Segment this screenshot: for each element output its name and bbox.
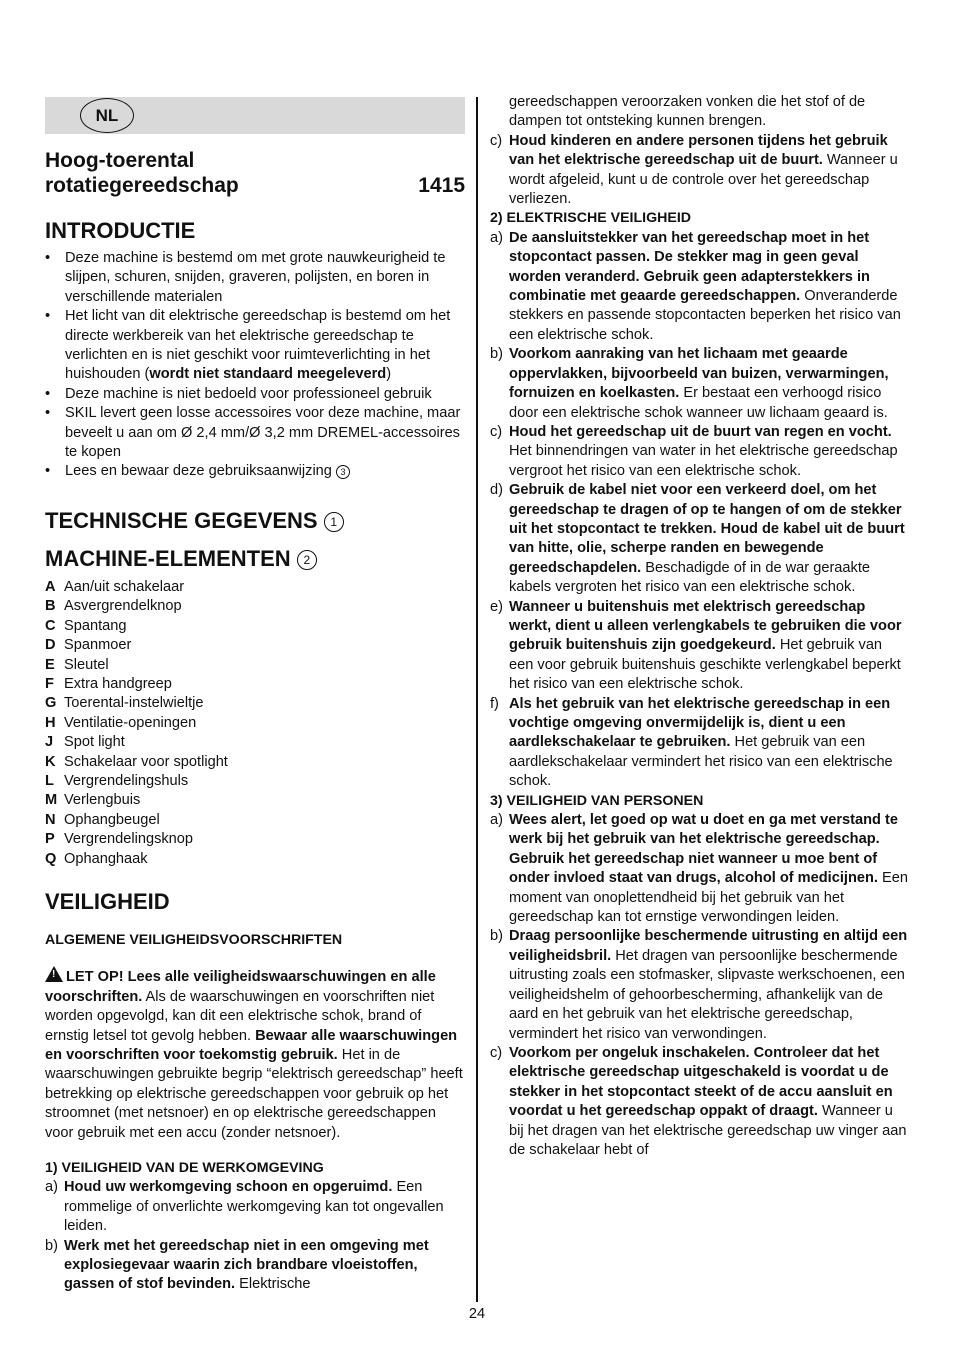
item-label: c) <box>490 132 503 149</box>
item-plain: Er bestaat een verhoogd risico door een elektrische schok wanneer uw lichaam geaard is. <box>509 385 888 421</box>
item-label: f) <box>490 695 499 712</box>
language-bar <box>45 97 465 134</box>
product-number: 1415 <box>418 174 465 197</box>
machine-element-label: Asvergrendelknop <box>64 598 182 615</box>
intro-bullet: • Deze machine is niet bedoeld voor professioneel gebruik <box>45 385 465 404</box>
item-label: b) <box>45 1237 58 1254</box>
machine-element-label: Sleutel <box>64 656 109 673</box>
item-plain: Wanneer u wordt afgeleid, kunt u de controle over het gereedschap verliezen. <box>509 152 898 208</box>
machine-element-item <box>45 578 465 597</box>
product-title <box>45 148 465 198</box>
item-plain: Elektrische <box>235 1276 311 1293</box>
continued-text: gereedschappen veroorzaken vonken die het stof of de dampen tot ontsteking kunnen brengen. <box>509 94 866 130</box>
item-text <box>509 927 910 1043</box>
warning-bold-2: Bewaar alle waarschuwingen en voorschriften voor toekomstig gebruik. <box>45 1027 458 1063</box>
figure-ref: 3 <box>336 465 350 479</box>
item-label: b) <box>490 346 503 363</box>
item-text <box>509 695 910 792</box>
machine-element-item <box>45 772 465 791</box>
machine-element-item <box>45 636 465 655</box>
item-label: c) <box>490 1044 503 1061</box>
section-2-list <box>490 229 910 792</box>
machine-element-item <box>45 597 465 616</box>
figure-ref: 2 <box>297 550 317 570</box>
item-plain: Een moment van onoplettendheid bij het gebruik van het gereedschap kan tot ernstige verwondingen leiden. <box>509 870 908 926</box>
item-text <box>509 229 910 345</box>
machine-element-label: Ophangbeugel <box>64 811 160 828</box>
item-label: a) <box>490 812 503 829</box>
safety-item <box>490 345 910 423</box>
intro-bullets <box>45 249 465 482</box>
machine-element-label: Aan/uit schakelaar <box>64 578 185 595</box>
safety-item <box>490 1044 910 1160</box>
item-bold: Houd uw werkomgeving schoon en opgeruimd. <box>64 1179 393 1196</box>
machine-element-label: Toerental-instelwieltje <box>64 695 204 712</box>
tech-heading <box>45 508 465 534</box>
machine-element-item <box>45 617 465 636</box>
item-bold: De aansluitstekker van het gereedschap moet in het stopcontact passen. De stekker mag in geen geval worden veranderd. Gebruik geen adapterstekkers in combinatie met geaarde gereedschappen. <box>509 229 870 305</box>
machine-element-key: J <box>45 734 54 751</box>
item-bold: Voorkom per ongeluk inschakelen. Controleer dat het elektrische gereedschap uitgeschakeld is voordat u de stekker in het stopcontact steekt of de accu aansluit en voordat u het gereedschap oppakt of draagt. <box>509 1044 893 1120</box>
figure-ref: 1 <box>324 512 344 532</box>
intro-bullet-bold: wordt niet standaard meegeleverd <box>149 366 387 383</box>
machine-element-label: Extra handgreep <box>64 675 172 692</box>
machine-element-key: A <box>45 578 56 595</box>
intro-bullet: • SKIL levert geen losse accessoires voor deze machine, maar beveelt u aan om Ø 2,4 mm/Ø 3,2 mm DREMEL-accessoires te kopen <box>45 404 465 462</box>
product-title-line1: Hoog-toerental <box>45 149 195 172</box>
section-3-list <box>490 811 910 1160</box>
safety-item <box>490 811 910 927</box>
safety-item <box>490 229 910 345</box>
item-plain: Het gebruik van een aardlekschakelaar vermindert het risico van een elektrische schok. <box>509 734 893 790</box>
machine-element-item <box>45 753 465 772</box>
section-1-title: 1) VEILIGHEID VAN DE WERKOMGEVING <box>45 1160 324 1177</box>
item-label: b) <box>490 928 503 945</box>
item-bold: Werk met het gereedschap niet in een omgeving met explosiegevaar waarin zich brandbare vloeistoffen, gassen of stof bevinden. <box>64 1237 429 1293</box>
item-label: a) <box>490 229 503 246</box>
intro-bullet-text: Lees en bewaar deze gebruiksaanwijzing <box>65 463 332 480</box>
intro-bullet <box>45 307 465 385</box>
item-text <box>509 132 910 210</box>
item-bold: Gebruik de kabel niet voor een verkeerd doel, om het gereedschap te dragen of op te hangen of om de stekker uit het stopcontact te trekken. Houd de kabel uit de buurt van hitte, olie, scherpe randen en bewegende gereedschapdelen. <box>509 482 905 576</box>
tech-heading-text: TECHNISCHE GEGEVENS <box>45 507 318 533</box>
safety-item <box>45 1178 465 1236</box>
machine-element-key: K <box>45 753 56 770</box>
machine-element-label: Spantang <box>64 617 127 634</box>
item-text <box>64 1178 465 1236</box>
machine-heading-text: MACHINE-ELEMENTEN <box>45 545 291 571</box>
item-plain: Een rommelige of onverlichte werkomgeving kan tot ongevallen leiden. <box>64 1179 444 1235</box>
item-text <box>509 1044 910 1160</box>
machine-element-key: G <box>45 695 57 712</box>
machine-element-key: E <box>45 656 55 673</box>
machine-element-item <box>45 830 465 849</box>
item-text <box>509 345 910 423</box>
machine-element-label: Ventilatie-openingen <box>64 714 197 731</box>
item-plain: Beschadigde of in de war geraakte kabels vergroten het risico van een elektrische schok. <box>509 559 871 596</box>
item-plain: Het gebruik van een voor gebruik buitenshuis geschikte verlengkabel beperkt het risico van een elektrische schok. <box>509 637 901 693</box>
machine-element-key: Q <box>45 850 57 867</box>
machine-element-key: H <box>45 714 56 731</box>
machine-element-key: C <box>45 617 56 634</box>
page-number: 24 <box>468 1306 486 1322</box>
safety-item <box>45 1237 465 1295</box>
machine-element-item <box>45 694 465 713</box>
item-plain: Het dragen van persoonlijke beschermende uitrusting zoals een stofmasker, slipvaste werkschoenen, een veiligheidshelm of gehoorbescherming, afhankelijk van de aard en het gebruik van het elektrische gereedschap, vermindert het risico van verwondingen. <box>509 947 905 1042</box>
safety-item <box>490 481 910 597</box>
intro-bullet-text: Het licht van dit elektrische gereedschap is bestemd om het directe werkbereik van het elektrische gereedschap te verlichten en is niet geschikt voor ruimteverlichting in het huishouden ( <box>65 308 451 383</box>
machine-element-label: Verlengbuis <box>64 792 141 809</box>
item-bold: Houd het gereedschap uit de buurt van regen en vocht. <box>509 423 892 440</box>
safety-item <box>490 423 910 481</box>
machine-heading <box>45 546 465 572</box>
safety-item <box>490 695 910 792</box>
safety-item <box>490 927 910 1043</box>
machine-element-key: L <box>45 772 54 789</box>
item-text <box>509 598 910 695</box>
item-bold: Wanneer u buitenshuis met elektrisch gereedschap werkt, dient u alleen verlengkabels te gebruiken die voor gebruik buitenshuis zijn goedgekeurd. <box>509 598 902 654</box>
machine-element-item <box>45 675 465 694</box>
warning-text: Als de waarschuwingen en voorschriften niet worden opgevolgd, kan dit een elektrische schok, brand of ernstig letsel tot gevolg hebben. <box>45 988 435 1044</box>
machine-element-label: Spot light <box>64 734 125 751</box>
machine-element-item <box>45 791 465 810</box>
intro-bullet <box>45 462 465 481</box>
item-bold: Houd kinderen en andere personen tijdens het gebruik van het elektrische gereedschap uit de buurt. <box>509 132 888 169</box>
item-text <box>509 811 910 927</box>
intro-heading: INTRODUCTIE <box>45 218 196 243</box>
item-bold: Draag persoonlijke beschermende uitrusting en altijd een veiligheidsbril. <box>509 928 908 964</box>
warning-bold: LET OP! Lees alle veiligheidswaarschuwingen en alle voorschriften. <box>45 969 436 1005</box>
warning-triangle-icon: ! <box>45 966 63 982</box>
machine-element-label: Ophanghaak <box>64 850 148 867</box>
language-badge: NL <box>80 98 134 133</box>
item-label: c) <box>490 423 503 440</box>
intro-bullet: • Deze machine is bestemd om met grote nauwkeurigheid te slijpen, schuren, snijden, graveren, polijsten, en boren in verschillende materialen <box>45 249 465 307</box>
item-text <box>64 1237 465 1295</box>
item-plain: Het binnendringen van water in het elektrische gereedschap vergroot het risico van een elektrische schok. <box>509 443 898 479</box>
item-bold: Wees alert, let goed op wat u doet en ga met verstand te werk bij het gebruik van het elektrische gereedschap. Gebruik het gereedschap niet wanneer u moe bent of onder invloed staat van drugs, alcohol of medicijnen. <box>509 812 898 887</box>
machine-element-item <box>45 733 465 752</box>
machine-element-label: Spanmoer <box>64 637 132 654</box>
section-2-title: 2) ELEKTRISCHE VEILIGHEID <box>490 210 692 227</box>
warning-paragraph <box>45 966 465 1143</box>
item-bold: Als het gebruik van het elektrische gereedschap in een vochtige omgeving onvermijdelijk is, dient u een aardlekschakelaar te gebruiken. <box>509 695 891 751</box>
safety-item <box>490 132 910 210</box>
machine-element-item <box>45 714 465 733</box>
item-label: d) <box>490 482 503 499</box>
machine-element-label: Vergrendelingshuls <box>64 772 189 789</box>
warning-text-2: Het in de waarschuwingen gebruikte begrip “elektrisch gereedschap” heeft betrekking op elektrische gereedschappen voor gebruik op het stroomnet (met netsnoer) en op elektrische gereedschappen voor gebruik met een accu (zonder netsnoer). <box>45 1047 463 1141</box>
right-column <box>490 93 910 1160</box>
machine-element-item <box>45 811 465 830</box>
item-text <box>509 481 910 597</box>
item-text <box>509 423 910 481</box>
intro-bullet-end: ) <box>386 366 392 383</box>
product-title-line2: rotatiegereedschap <box>45 174 239 197</box>
machine-element-key: P <box>45 831 55 848</box>
machine-element-label: Schakelaar voor spotlight <box>64 753 228 770</box>
left-column <box>45 97 465 1295</box>
machine-element-key: B <box>45 598 56 615</box>
item-label: a) <box>45 1179 58 1196</box>
item-plain: Onveranderde stekkers en passende stopcontacten beperken het risico van een elektrische schok. <box>509 288 901 343</box>
general-safety-subheading: ALGEMENE VEILIGHEIDSVOORSCHRIFTEN <box>45 931 343 948</box>
machine-element-key: M <box>45 792 58 809</box>
machine-element-label: Vergrendelingsknop <box>64 831 194 848</box>
item-label: e) <box>490 598 503 615</box>
machine-elements-list <box>45 578 465 869</box>
column-divider <box>476 97 478 1302</box>
safety-item <box>490 598 910 695</box>
machine-element-key: D <box>45 637 56 654</box>
machine-element-item <box>45 656 465 675</box>
machine-element-key: N <box>45 811 56 828</box>
item-bold: Voorkom aanraking van het lichaam met geaarde oppervlakken, bijvoorbeeld van buizen, verwarmingen, fornuizen en koelkasten. <box>509 346 889 402</box>
item-plain: Wanneer u bij het dragen van het elektrische gereedschap uw vinger aan de schakelaar hebt of <box>509 1103 907 1158</box>
section-3-title: 3) VEILIGHEID VAN PERSONEN <box>490 792 704 809</box>
machine-element-item <box>45 850 465 869</box>
safety-heading: VEILIGHEID <box>45 888 170 914</box>
machine-element-key: F <box>45 675 54 692</box>
